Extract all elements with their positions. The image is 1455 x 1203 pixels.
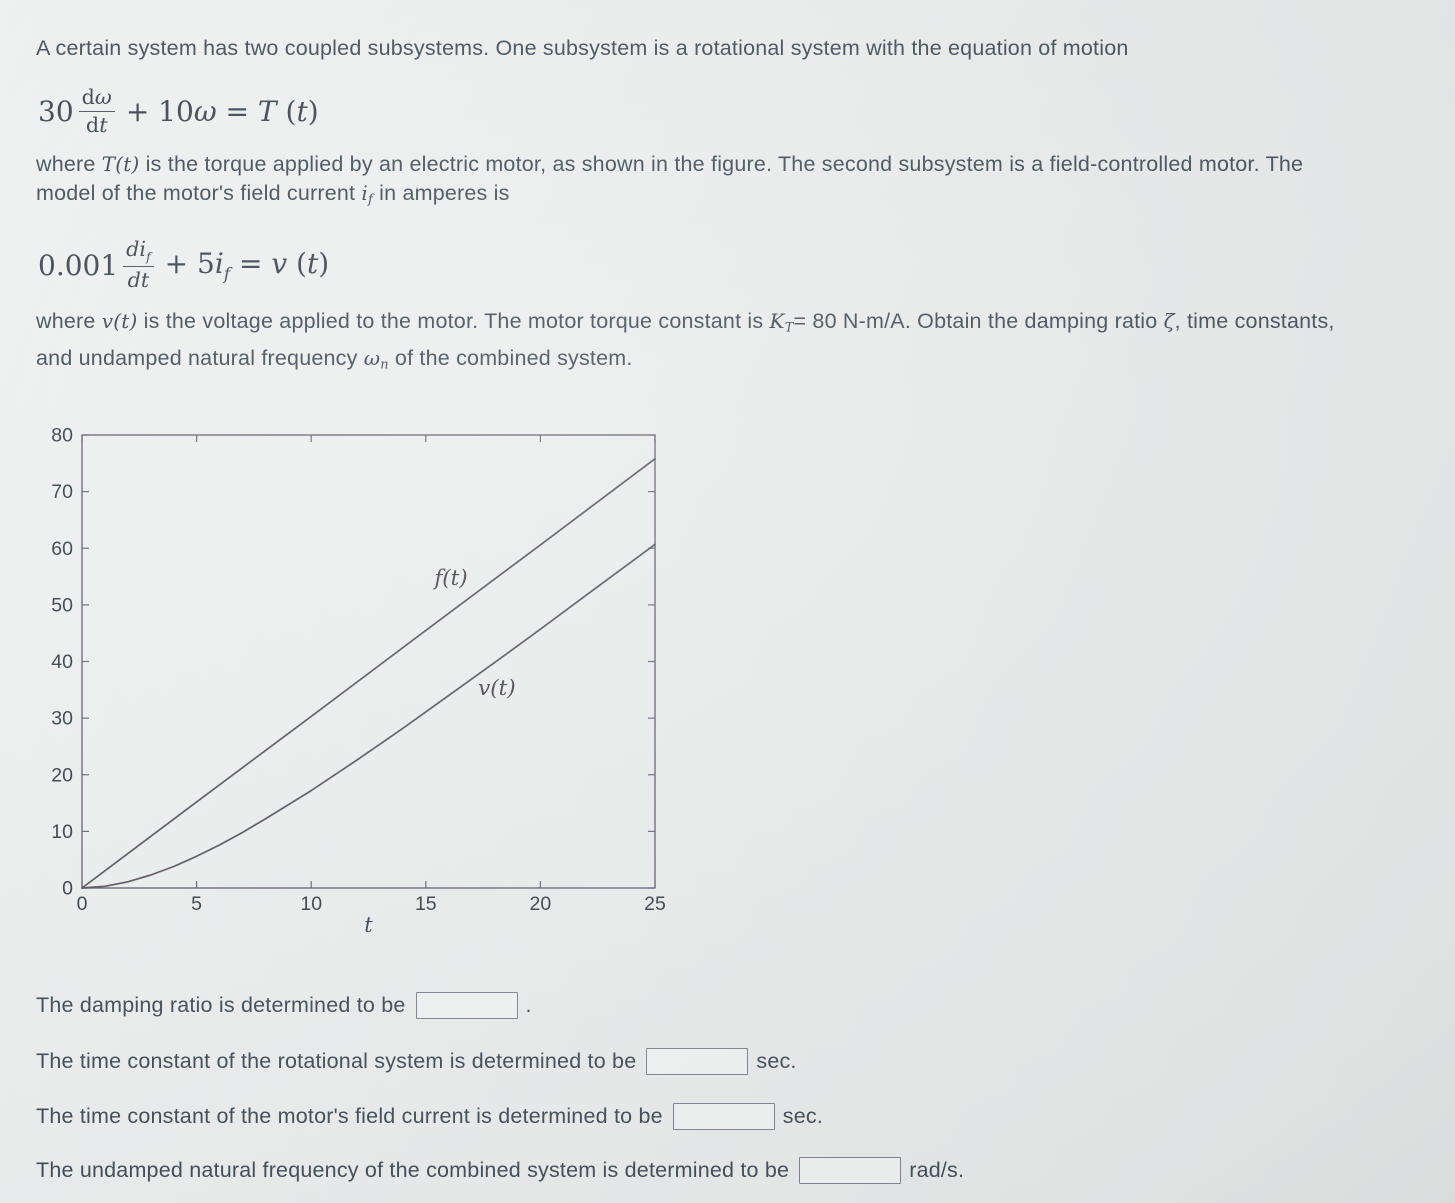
question-suffix: . [525,993,532,1017]
curve-label-v(t): v(t) [478,675,516,701]
curve-label-f(t): f(t) [434,566,468,592]
problem-voltage-text-line1: where v(t) is the voltage applied to the motor. The motor torque constant is KT= 80 N-m/A. Obtain the damping ratio ζ, time constants, [36,309,1335,336]
eq2-denominator: dt [127,267,150,292]
question-rotational-time-constant [36,1048,797,1075]
plot-box [82,435,655,888]
question-text: The damping ratio is determined to be [36,993,406,1017]
eq1-coefficient: 30 [38,95,74,129]
eq1-numerator: dω [79,86,115,112]
rotational-time-constant-input[interactable] [646,1048,748,1075]
problem-torque-text-line1: where T(t) is the torque applied by an electric motor, as shown in the figure. The second subsystem is a field-controlled motor. The [36,152,1304,176]
question-suffix: sec. [782,1104,824,1128]
question-suffix: sec. [756,1049,797,1073]
axis-ticks [82,435,655,888]
natural-frequency-input[interactable] [799,1157,901,1184]
question-field-time-constant [36,1103,823,1130]
equation-field-current [38,238,329,292]
question-suffix: rad/s. [909,1158,965,1182]
eq2-coefficient: 0.001 [38,248,119,282]
svg-text:10: 10 [300,893,323,915]
eq1-right-side: + 10ω = T (t) [125,95,319,129]
question-text: The time constant of the rotational system is determined to be [36,1049,637,1073]
response-figure [30,428,720,953]
problem-intro-text: A certain system has two coupled subsystems. One subsystem is a rotational system with the equation of motion [36,36,1129,60]
svg-text:10: 10 [51,820,73,843]
question-text: The undamped natural frequency of the combined system is determined to be [36,1158,790,1182]
x-axis-label: t [364,913,373,937]
svg-text:0: 0 [76,893,88,915]
svg-text:20: 20 [51,764,73,787]
question-natural-frequency [36,1157,964,1184]
response-plot-svg [30,428,720,953]
curve-v(t) [82,544,655,888]
curve-f(t) [82,459,655,888]
problem-torque-text-line2: model of the motor's field current if in amperes is [36,181,510,208]
svg-text:0: 0 [62,877,73,900]
svg-text:20: 20 [529,893,552,915]
svg-text:30: 30 [51,707,73,730]
damping-ratio-input[interactable] [416,992,518,1019]
problem-voltage-text-line2: and undamped natural frequency ωn of the combined system. [36,346,633,373]
eq2-fraction [123,238,154,292]
eq1-fraction [79,86,115,137]
eq2-right-side: + $5i_f = v$ (t) [164,246,330,284]
eq1-denominator: dt [85,113,108,138]
svg-text:80: 80 [51,428,73,447]
svg-text:25: 25 [644,893,666,915]
svg-text:15: 15 [414,893,437,915]
svg-text:70: 70 [51,481,73,504]
eq2-numerator: $di_f$ [123,238,154,267]
svg-text:50: 50 [51,594,73,617]
question-text: The time constant of the motor's field current is determined to be [36,1104,663,1128]
question-damping-ratio [36,992,532,1019]
svg-text:5: 5 [191,893,203,915]
equation-rotational-system [38,86,319,137]
field-time-constant-input[interactable] [673,1103,775,1130]
svg-text:40: 40 [51,651,73,673]
svg-text:60: 60 [51,537,73,560]
